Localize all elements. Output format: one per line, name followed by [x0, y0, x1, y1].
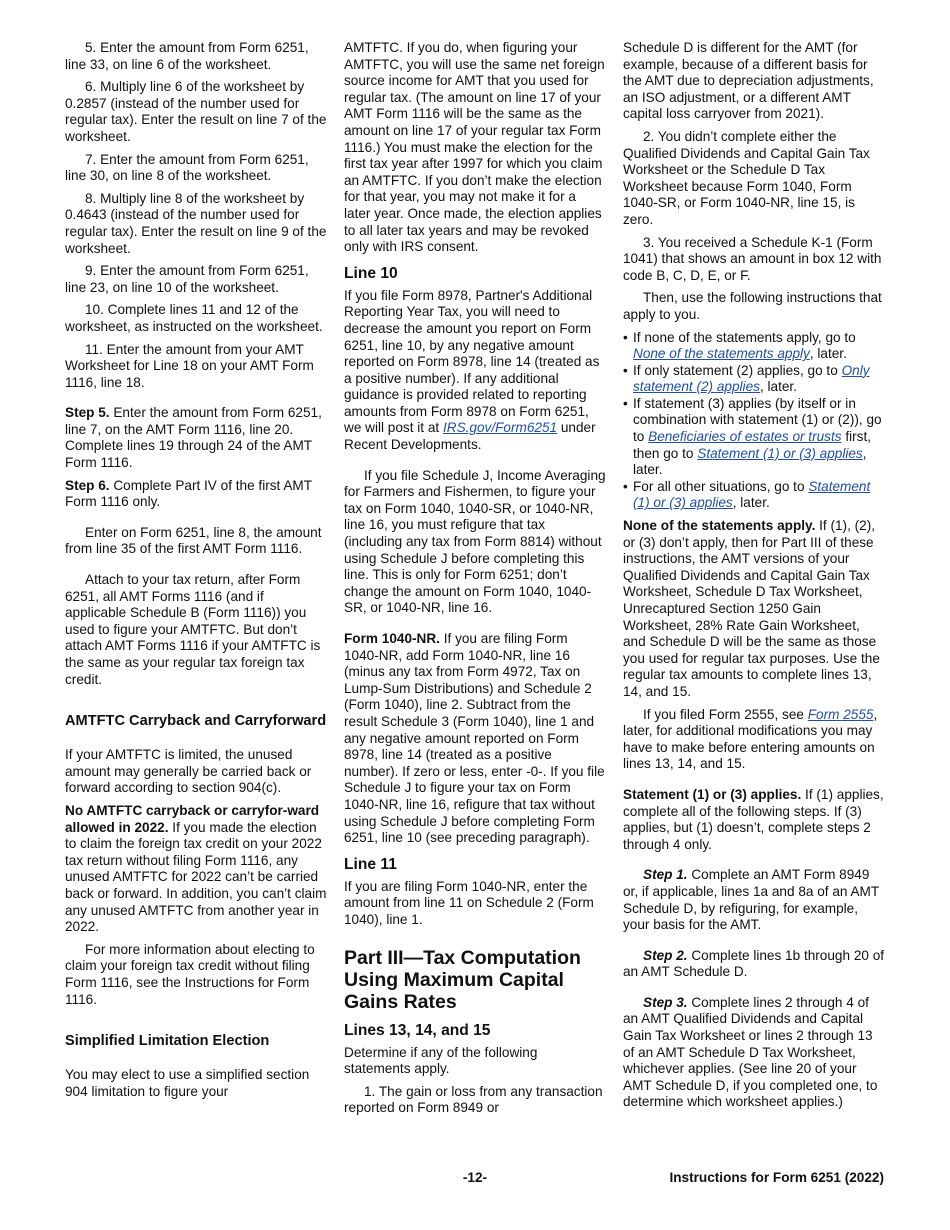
- paragraph: Attach to your tax return, after Form 6251, all AMT Forms 1116 (and if applicable Schedule B (Form 1116)) you used to figure your AMTFTC. But don’t attach AMT Forms 1116 if your AMTFTC is the same as your regular tax foreign tax credit.: [65, 572, 321, 687]
- step-text: Complete lines 1b through 20 of an AMT Schedule D.: [623, 947, 885, 980]
- step-3: [623, 995, 885, 1111]
- bullet-text: , later.: [633, 445, 867, 478]
- paragraph: 10. Complete lines 11 and 12 of the worksheet, as instructed on the worksheet.: [65, 302, 323, 334]
- paragraph: If you are filing Form 1040-NR, enter the amount from line 11 on Schedule 2 (Form 1040), line 1.: [344, 878, 594, 927]
- step-label: Step 6.: [65, 477, 110, 493]
- paragraph: AMTFTC. If you do, when figuring your AMTFTC, you will use the same net foreign source income for AMT that you used for regular tax. (The amount on line 17 of your AMT Form 1116 will be the same as the amount on line 17 of your regular tax Form 1116.) You must make the election for the first tax year after 1997 for which you claim an AMTFTC. If you don’t make the election for that year, you may not make it for a later year. Once made, the election applies to all later tax years and may be revoked only with IRS consent.: [344, 40, 605, 255]
- step-label: Step 5.: [65, 405, 110, 421]
- bullet-text: If statement (3) applies (by itself or in combination with statement (1) or (2)), go to: [633, 395, 882, 445]
- form-1040nr-paragraph: [344, 631, 606, 847]
- bullet-item: [623, 479, 885, 512]
- bullet-text: first, then go to: [633, 429, 872, 461]
- heading-part-iii: Part III—Tax Computation Using Maximum Capital Gains Rates: [344, 946, 581, 1013]
- paragraph: Schedule D is different for the AMT (for example, because of a different basis for the AMT due to depreciation adjustments, an ISO adjustment, or a different AMT capital loss carryover from 2021).: [623, 40, 874, 122]
- paragraph: 1. The gain or loss from any transaction reported on Form 8949 or: [344, 1083, 603, 1116]
- bullet-text: If only statement (2) applies, go to: [633, 362, 838, 378]
- statement-applies-paragraph: [623, 787, 885, 853]
- bullet-text: For all other situations, go to: [633, 478, 805, 494]
- step-text: Complete lines 2 through 4 of an AMT Qualified Dividends and Capital Gain Tax Worksheet or lines 2 through 13 of an AMT Schedule D Tax Worksheet, whichever applies. (See line 20 of your AMT Schedule D, if you completed one, to determine which worksheet applies.): [623, 994, 878, 1110]
- bullet-item: [623, 330, 885, 363]
- column-middle: [344, 40, 606, 1123]
- heading-lines-13-14-15: Lines 13, 14, and 15: [344, 1021, 491, 1039]
- paragraph-text: , later, for additional modifications you may have to make before entering amounts on lines 13, 14, and 15.: [623, 706, 878, 772]
- step-label: Step 2.: [643, 947, 688, 963]
- step-5: [65, 405, 327, 471]
- bullet-text: , later.: [809, 346, 847, 362]
- step-text: Complete an AMT Form 8949 or, if applicable, lines 1a and 8a of an AMT Schedule D, by refiguring, for example, your basis for the AMT.: [623, 867, 879, 933]
- section-heading-simplified: Simplified Limitation Election: [65, 1033, 270, 1050]
- paragraph-text: If (1), (2), or (3) don’t apply, then for Part III of these instructions, the AMT versions of your Qualified Dividends and Capital Gain Tax Worksheet, Schedule D Tax Worksheet, Unrecaptured Section 1250 Gain Worksheet, 28% Rate Gain Worksheet, and Schedule D will be the same as those you used for regular tax purposes. Use the regular tax amounts to complete lines 13, 14, and 15.: [623, 518, 880, 699]
- heading-line-11: Line 11: [344, 855, 397, 873]
- paragraph: [344, 288, 606, 454]
- step-label: Step 1.: [643, 867, 688, 883]
- paragraph: Then, use the following instructions that apply to you.: [623, 290, 882, 322]
- statement-1-or-3-link[interactable]: Statement (1) or (3) applies: [633, 478, 871, 511]
- only-statement-2-link[interactable]: Only statement (2) applies: [633, 362, 870, 395]
- paragraph: 8. Multiply line 8 of the worksheet by 0.4643 (instead of the number used for regular tax). Enter the result on line 9 of the worksheet.: [65, 190, 327, 256]
- step-6: [65, 478, 327, 511]
- paragraph: [623, 707, 885, 773]
- heading-line-10: Line 10: [344, 264, 398, 282]
- bullet-item: [623, 396, 885, 479]
- inline-heading: No AMTFTC carryback or carryfor-ward allowed in 2022.: [65, 802, 320, 835]
- paragraph-text: If (1) applies, complete all of the following steps. If (3) applies, but (1) doesn’t, complete steps 2 through 4 only.: [623, 786, 884, 852]
- paragraph-text: If you are filing Form 1040-NR, add Form 1040-NR, line 16 (minus any tax from Form 4972, Tax on Lump-Sum Distributions) and Schedule 2 (Form 1040), line 2. Subtract from the result Schedule 3 (Form 1040), line 1 and any negative amount reported on Form 8978, line 14 (treated as a positive number). If zero or less, enter -0-. If you file Schedule J to figure your tax on Form 1040-NR, line 16, refigure that tax without using Schedule J before completing Form 6251, line 10 (see preceding paragraph).: [344, 631, 605, 846]
- paragraph: 9. Enter the amount from Form 6251, line 23, on line 10 of the worksheet.: [65, 263, 309, 295]
- form-2555-link[interactable]: Form 2555: [807, 706, 874, 722]
- paragraph-text: under Recent Developments.: [344, 420, 596, 453]
- inline-heading: Form 1040-NR.: [344, 631, 440, 646]
- paragraph: 5. Enter the amount from Form 6251, line 33, on line 6 of the worksheet.: [65, 40, 309, 72]
- paragraph: For more information about electing to claim your foreign tax credit without filing Form 1116, see the Instructions for Form 1116.: [65, 941, 315, 1007]
- paragraph-text: If you made the election to claim the foreign tax credit on your 2022 tax return without filing Form 1116, any unused AMTFTC for 2022 can’t be carried back or forward. In addition, you can’t claim any unused AMTFTC from another year in 2022.: [65, 819, 327, 935]
- paragraph: If your AMTFTC is limited, the unused amount may generally be carried back or forward according to section 904(c).: [65, 747, 312, 796]
- paragraph-text: If you file Form 8978, Partner's Additional Reporting Year Tax, you will need to decrease the amount you report on Form 6251, line 10, by any negative amount reported on Form 8978, line 14 (treated as a positive number). If any additional guidance is provided related to reporting amounts from Form 8978 on Form 6251, we will post it at: [344, 287, 600, 436]
- page-number: -12-: [462, 1170, 488, 1185]
- paragraph: Enter on Form 6251, line 8, the amount from line 35 of the first AMT Form 1116.: [65, 524, 322, 557]
- paragraph: 7. Enter the amount from Form 6251, line 30, on line 8 of the worksheet.: [65, 151, 309, 184]
- none-of-statements-link[interactable]: None of the statements apply: [633, 346, 810, 362]
- paragraph: You may elect to use a simplified section 904 limitation to figure your: [65, 1067, 310, 1099]
- bullet-text: If none of the statements apply, go to: [633, 329, 856, 345]
- bullet-text: , later.: [732, 495, 770, 511]
- paragraph: 3. You received a Schedule K-1 (Form 1041) that shows an amount in box 12 with code B, C, D, E, or F.: [623, 234, 882, 283]
- statement-1-or-3-link[interactable]: Statement (1) or (3) applies: [697, 445, 863, 461]
- inline-heading: Statement (1) or (3) applies.: [623, 786, 802, 802]
- paragraph: If you file Schedule J, Income Averaging for Farmers and Fishermen, to figure your tax on Form 1040, 1040-SR, or 1040-NR, line 16, you must refigure that tax (including any tax from Form 8814) without using Schedule J before completing this line. This is only for Form 6251; don’t change the amount on Form 1040, 1040-SR, or 1040-NR, line 16.: [344, 467, 606, 616]
- step-text: Complete Part IV of the first AMT Form 1116 only.: [65, 477, 312, 510]
- inline-heading: None of the statements apply.: [623, 518, 816, 534]
- none-apply-paragraph: [623, 518, 885, 701]
- bullet-text: , later.: [759, 379, 797, 395]
- footer-title: Instructions for Form 6251 (2022): [669, 1170, 884, 1185]
- column-right: [623, 40, 885, 1117]
- beneficiaries-link[interactable]: Beneficiaries of estates or trusts: [648, 429, 842, 445]
- paragraph: 11. Enter the amount from your AMT Worksheet for Line 18 on your AMT Form 1116, line 18.: [65, 341, 314, 390]
- paragraph: Determine if any of the following statements apply.: [344, 1044, 538, 1077]
- paragraph: 6. Multiply line 6 of the worksheet by 0.2857 (instead of the number used for regular tax). Enter the result on line 7 of the worksheet.: [65, 79, 327, 144]
- paragraph: 2. You didn’t complete either the Qualified Dividends and Capital Gain Tax Worksheet or the Schedule D Tax Worksheet because Form 1040, Form 1040-SR, or Form 1040-NR, line 15, is zero.: [623, 128, 870, 227]
- bullet-item: [623, 363, 885, 396]
- column-left: [65, 40, 327, 1106]
- paragraph-text: If you filed Form 2555, see: [643, 706, 804, 722]
- step-label: Step 3.: [643, 994, 688, 1010]
- step-2: [623, 948, 885, 981]
- irs-form6251-link[interactable]: IRS.gov/Form6251: [442, 420, 558, 436]
- step-1: [623, 867, 885, 933]
- step-text: Enter the amount from Form 6251, line 7, on the AMT Form 1116, line 20. Complete lines 19 through 24 of the AMT Form 1116.: [65, 405, 322, 471]
- section-heading-carryback: AMTFTC Carryback and Carryforward: [65, 713, 327, 730]
- no-carryback-paragraph: [65, 803, 327, 936]
